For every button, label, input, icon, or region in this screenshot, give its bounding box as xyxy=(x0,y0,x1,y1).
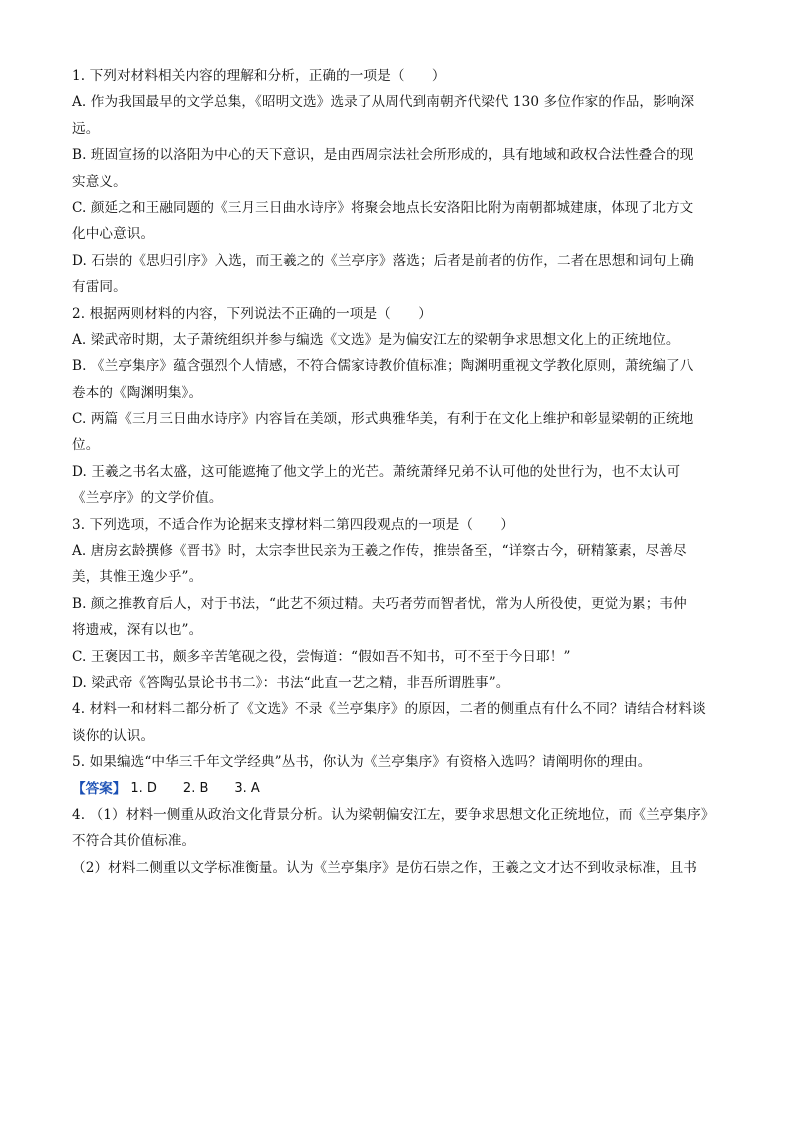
answer-explanation-line: 不符合其价值标准。 xyxy=(72,833,196,850)
text-line: C. 两篇《三月三日曲水诗序》内容旨在美颂，形式典雅华美，有利于在文化上维护和彰显梁朝的正统地 xyxy=(72,411,694,428)
answer-tag: 【答案】 xyxy=(72,780,127,797)
text-line: D. 石崇的《思归引序》入选，而王羲之的《兰亭序》落选；后者是前者的仿作，二者在思想和词句上确 xyxy=(72,252,694,269)
text-line: B. 班固宣扬的以洛阳为中心的天下意识，是由西周宗法社会所形成的，具有地域和政权合法性叠合的现 xyxy=(72,147,694,164)
text-line: C. 王褒因工书，颇多辛苦笔砚之役，尝悔道：“假如吾不知书，可不至于今日耶！” xyxy=(72,648,571,665)
document-body xyxy=(72,63,724,881)
text-line: 美，其惟王逸少乎”。 xyxy=(72,569,203,586)
text-line: D. 王羲之书名太盛，这可能遮掩了他文学上的光芒。萧统萧绎兄弟不认可他的处世行为，也不太认可 xyxy=(72,463,681,480)
text-line: 谈你的认识。 xyxy=(72,727,155,744)
text-line: B. 《兰亭集序》蕴含强烈个人情感，不符合儒家诗教价值标准；陶渊明重视文学教化原则，萧统编了八 xyxy=(72,358,694,375)
text-line: 《兰亭序》的文学价值。 xyxy=(72,490,223,507)
text-line: 5. 如果编选“中华三千年文学经典”丛书，你认为《兰亭集序》有资格入选吗？请阐明你的理由。 xyxy=(72,754,652,771)
text-line: 实意义。 xyxy=(72,173,127,190)
text-line: B. 颜之推教育后人，对于书法，“此艺不须过精。夫巧者劳而智者忧，常为人所役使，更觉为累；韦仲 xyxy=(72,595,687,612)
text-line: 2. 根据两则材料的内容，下列说法不正确的一项是（ ） xyxy=(72,305,432,322)
text-line: 卷本的《陶渊明集》。 xyxy=(72,384,203,401)
text-line: A. 作为我国最早的文学总集，《昭明文选》选录了从周代到南朝齐代梁代 130 多位作家的作品，影响深 xyxy=(72,94,695,111)
answer-explanation-line: （2）材料二侧重以文学标准衡量。认为《兰亭集序》是仿石崇之作，王羲之文才达不到收录标准，且书 xyxy=(72,859,697,876)
answer-item: 1. D xyxy=(130,780,157,796)
answer-item: 2. B xyxy=(182,780,209,796)
text-line: C. 颜延之和王融同题的《三月三日曲水诗序》将聚会地点长安洛阳比附为南朝都城建康，体现了北方文 xyxy=(72,199,694,216)
text-line: 有雷同。 xyxy=(72,279,127,296)
text-line: D. 梁武帝《答陶弘景论书书二》：书法“此直一艺之精，非吾所谓胜事”。 xyxy=(72,674,510,691)
answer-item: 3. A xyxy=(234,780,260,796)
text-line: 远。 xyxy=(72,120,100,137)
text-line: 化中心意识。 xyxy=(72,226,155,243)
text-line: 1. 下列对材料相关内容的理解和分析，正确的一项是（ ） xyxy=(72,68,446,84)
text-line: 将遗戒，深有以也”。 xyxy=(72,622,203,639)
text-line: 3. 下列选项，不适合作为论据来支撑材料二第四段观点的一项是（ ） xyxy=(72,516,515,533)
answer-explanation-line: 4. （1）材料一侧重从政治文化背景分析。认为梁朝偏安江左，要争求思想文化正统地位，而《兰亭集序》 xyxy=(72,806,715,823)
text-line: A. 梁武帝时期，太子萧统组织并参与编选《文选》是为偏安江左的梁朝争求思想文化上的正统地位。 xyxy=(72,331,680,348)
text-line: 位。 xyxy=(72,437,100,454)
answer-row xyxy=(72,776,724,802)
text-line: A. 唐房玄龄撰修《晋书》时，太宗李世民亲为王羲之作传，推崇备至，“详察古今，研精篆素，尽善尽 xyxy=(72,543,687,560)
text-line: 4. 材料一和材料二都分析了《文选》不录《兰亭集序》的原因，二者的侧重点有什么不同？请结合材料谈 xyxy=(72,701,706,718)
